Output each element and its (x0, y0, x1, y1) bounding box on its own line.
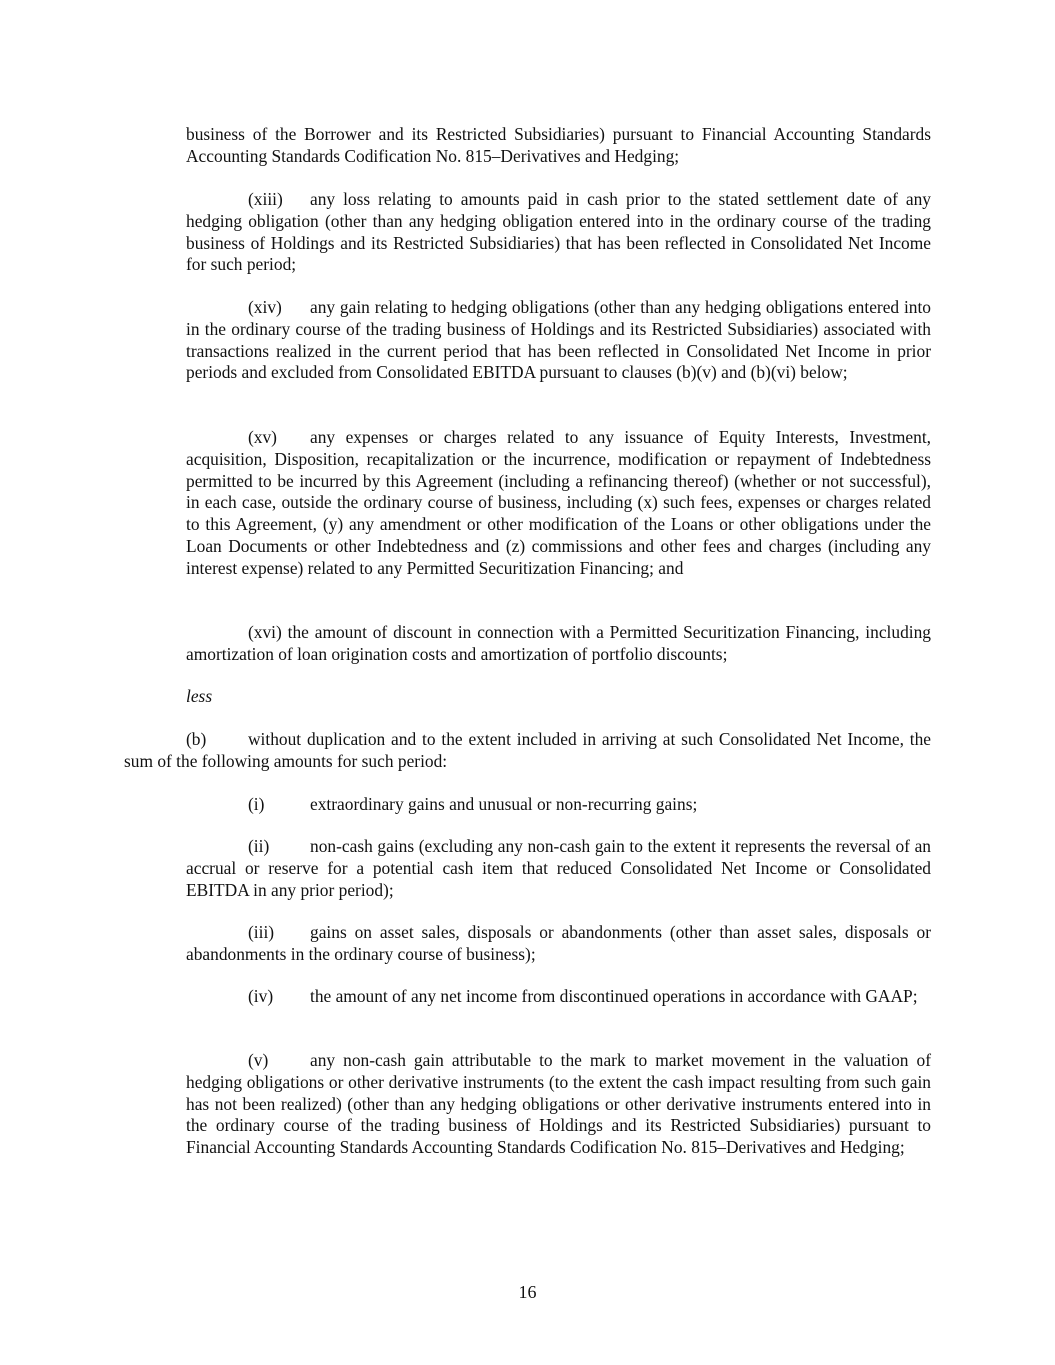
paragraph-text: the amount of any net income from discontinued operations in accordance with GAAP; (310, 986, 918, 1006)
clause-number: (ii) (248, 836, 270, 856)
paragraph-xiii (186, 189, 931, 276)
paragraph-text: extraordinary gains and unusual or non-recurring gains; (310, 794, 698, 814)
clause-number: (i) (248, 794, 265, 814)
paragraph-text: business of the Borrower and its Restricted Subsidiaries) pursuant to Financial Accounting Standards Accounting Standards Codification No. 815–Derivatives and Hedging; (186, 124, 931, 166)
clause-number: (v) (248, 1050, 269, 1070)
paragraph-continuation (186, 124, 931, 168)
paragraph-text: any gain relating to hedging obligations (other than any hedging obligations entered into in the ordinary course of the trading business of Holdings and its Restricted Subsidiaries) associated with transactions realized in the current period that has been reflected in Consolidated Net Income in prior periods and excluded from Consolidated EBITDA pursuant to clauses (b)(v) and (b)(vi) below; (186, 297, 931, 383)
paragraph-xiv (186, 297, 931, 384)
paragraph-text: any expenses or charges related to any issuance of Equity Interests, Investment, acquisition, Disposition, recapitalization or the incurrence, modification or repayment of Indebtedness permitted to be incurred by this Agreement (including a refinancing thereof) (whether or not successful), in each case, outside the ordinary course of business, including (x) such fees, expenses or charges related to this Agreement, (y) any amendment or other modification of the Loans or other obligations under the Loan Documents or other Indebtedness and (z) commissions and other fees and charges (including any interest expense) related to any Permitted Securitization Financing; and (186, 427, 931, 578)
paragraph-text: gains on asset sales, disposals or abandonments (other than asset sales, disposals or abandonments in the ordinary course of business); (186, 922, 931, 964)
connector-less (186, 686, 931, 708)
clause-number: (b) (186, 729, 207, 749)
paragraph-text: any non-cash gain attributable to the mark to market movement in the valuation of hedging obligations or other derivative instruments (to the extent the cash impact resulting from such gain has not been realized) (other than any hedging obligations or other derivative instruments entered into in the ordinary course of the trading business of Holdings and its Restricted Subsidiaries) pursuant to Financial Accounting Standards Accounting Standards Codification No. 815–Derivatives and Hedging; (186, 1050, 931, 1158)
paragraph-b (124, 729, 931, 773)
clause-number: (xiv) (248, 297, 282, 317)
paragraph-iii (186, 922, 931, 966)
clause-number: (iii) (248, 922, 275, 942)
paragraph-xvi (186, 622, 931, 666)
paragraph-text: without duplication and to the extent included in arriving at such Consolidated Net Income, the sum of the following amounts for such period: (124, 729, 931, 771)
clause-number: (xiii) (248, 189, 283, 209)
paragraph-v (186, 1050, 931, 1159)
clause-number: (iv) (248, 986, 274, 1006)
paragraph-iv (186, 986, 931, 1008)
paragraph-text: (xvi) the amount of discount in connection with a Permitted Securitization Financing, including amortization of loan origination costs and amortization of portfolio discounts; (186, 622, 931, 664)
connector-text: less (186, 686, 213, 706)
clause-number: (xv) (248, 427, 277, 447)
paragraph-ii (186, 836, 931, 901)
paragraph-text: non-cash gains (excluding any non-cash gain to the extent it represents the reversal of an accrual or reserve for a potential cash item that reduced Consolidated Net Income or Consolidated EBITDA in any prior period); (186, 836, 931, 900)
paragraph-xv (186, 427, 931, 580)
page-number: 16 (518, 1282, 537, 1302)
paragraph-i (186, 794, 931, 816)
paragraph-text: any loss relating to amounts paid in cash prior to the stated settlement date of any hedging obligation (other than any hedging obligation entered into in the ordinary course of the trading business of Holdings and its Restricted Subsidiaries) that has been reflected in Consolidated Net Income for such period; (186, 189, 931, 275)
